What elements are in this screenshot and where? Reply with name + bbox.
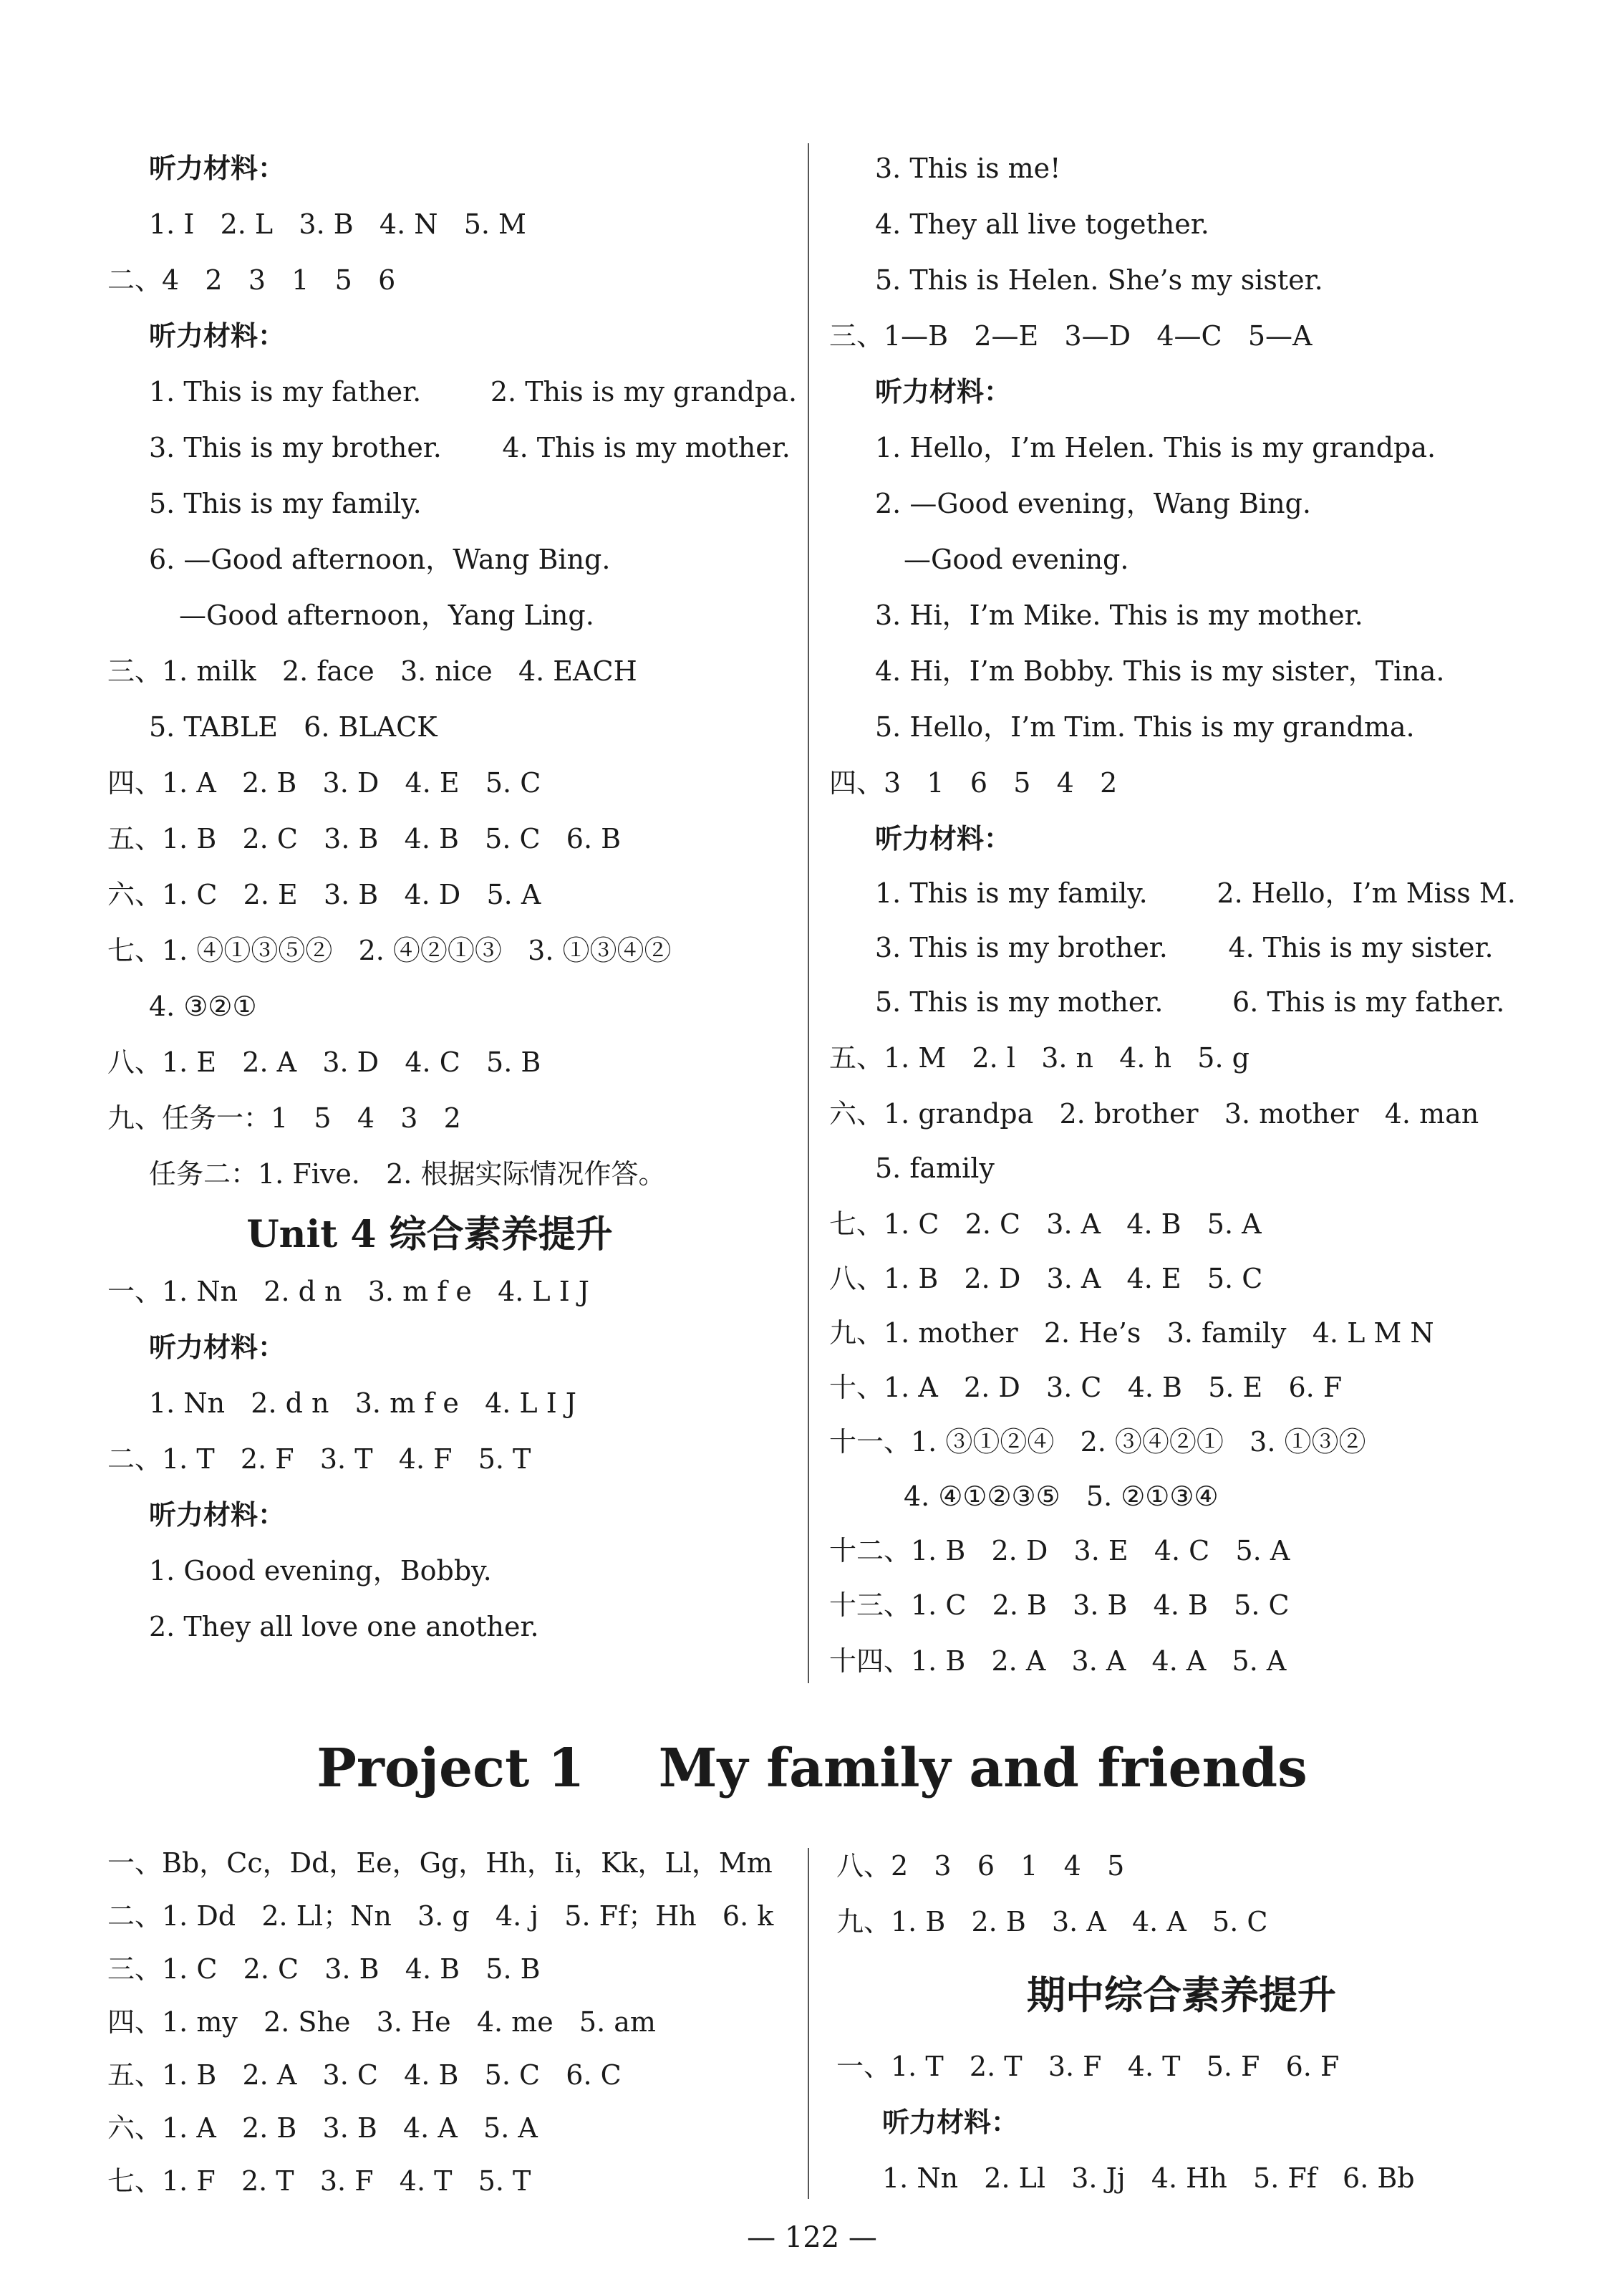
answer-line: 四、3 1 6 5 4 2 <box>829 767 1118 799</box>
answer-line: 听力材料： <box>149 319 286 352</box>
answer-line: 六、1. grandpa 2. brother 3. mother 4. man <box>829 1098 1479 1130</box>
answer-line: 5. Hello，I’m Tim. This is my grandma. <box>875 711 1415 743</box>
answer-line: 5. This is my mother. 6. This is my father. <box>875 986 1505 1018</box>
answer-line: 6. —Good afternoon，Wang Bing. <box>149 544 611 575</box>
answer-line: 4. They all live together. <box>875 208 1209 240</box>
answer-line: 3. This is my brother. 4. This is my mother. <box>149 432 791 463</box>
answer-line: 九、任务一：1 5 4 3 2 <box>107 1102 461 1134</box>
answer-line: 1. Nn 2. d n 3. m f e 4. L I J <box>149 1387 577 1419</box>
answer-line: 任务二：1. Five. 2. 根据实际情况作答。 <box>149 1158 666 1190</box>
answer-line: 十一、1. ③①②④ 2. ③④②① 3. ①③② <box>829 1426 1366 1458</box>
answer-line: 3. This is my brother. 4. This is my sister. <box>875 932 1494 963</box>
answer-line: 四、1. A 2. B 3. D 4. E 5. C <box>107 767 541 799</box>
answer-line: 1. Good evening，Bobby. <box>149 1555 492 1587</box>
answer-line: 十三、1. C 2. B 3. B 4. B 5. C <box>829 1589 1290 1621</box>
answer-line: 4. ③②① <box>149 991 257 1022</box>
answer-line: 十四、1. B 2. A 3. A 4. A 5. A <box>829 1645 1287 1677</box>
answer-line: 九、1. mother 2. He’s 3. family 4. L M N <box>829 1317 1434 1349</box>
answer-line: 十、1. A 2. D 3. C 4. B 5. E 6. F <box>829 1372 1343 1403</box>
answer-line: 二、4 2 3 1 5 6 <box>107 264 396 296</box>
answer-line: 听力材料： <box>882 2106 1019 2138</box>
answer-line: 八、1. B 2. D 3. A 4. E 5. C <box>829 1263 1263 1294</box>
answer-line: 二、1. Dd 2. Ll；Nn 3. g 4. j 5. Ff；Hh 6. k <box>107 1900 774 1932</box>
answer-line: 四、1. my 2. She 3. He 4. me 5. am <box>107 2006 656 2038</box>
answer-line: 九、1. B 2. B 3. A 4. A 5. C <box>836 1906 1268 1937</box>
unit4-heading: Unit 4 综合素养提升 <box>246 1213 613 1256</box>
answer-line: 听力材料： <box>875 822 1012 854</box>
answer-line: 3. Hi，I’m Mike. This is my mother. <box>875 600 1363 631</box>
answer-line: 三、1. milk 2. face 3. nice 4. EACH <box>107 655 637 687</box>
answer-line: 1. This is my family. 2. Hello，I’m Miss M. <box>875 877 1516 909</box>
answer-line: 五、1. B 2. C 3. B 4. B 5. C 6. B <box>107 823 622 854</box>
project-heading: Project 1 My family and friends <box>316 1738 1308 1799</box>
answer-line: 3. This is me! <box>875 153 1061 184</box>
answer-line: 五、1. M 2. l 3. n 4. h 5. g <box>829 1042 1250 1074</box>
column-divider <box>808 143 809 1683</box>
answer-line: 2. They all love one another. <box>149 1611 539 1642</box>
answer-line: —Good afternoon，Yang Ling. <box>179 600 594 631</box>
answer-line: 一、1. Nn 2. d n 3. m f e 4. L I J <box>107 1276 590 1307</box>
answer-line: 六、1. C 2. E 3. B 4. D 5. A <box>107 879 541 910</box>
answer-line: 5. This is Helen. She’s my sister. <box>875 264 1323 296</box>
answer-line: 六、1. A 2. B 3. B 4. A 5. A <box>107 2112 538 2144</box>
answer-line: 三、1. C 2. C 3. B 4. B 5. B <box>107 1953 541 1985</box>
answer-line: 1. Hello，I’m Helen. This is my grandpa. <box>875 432 1436 463</box>
column-divider <box>808 1848 809 2199</box>
answer-line: 七、1. ④①③⑤② 2. ④②①③ 3. ①③④② <box>107 935 672 966</box>
answer-line: 七、1. C 2. C 3. A 4. B 5. A <box>829 1208 1262 1240</box>
answer-line: 听力材料： <box>149 152 286 184</box>
answer-line: 2. —Good evening，Wang Bing. <box>875 488 1311 519</box>
page-number: — 122 — <box>747 2221 877 2254</box>
answer-line: 4. ④①②③⑤ 5. ②①③④ <box>904 1481 1219 1512</box>
answer-line: 十二、1. B 2. D 3. E 4. C 5. A <box>829 1535 1290 1566</box>
answer-line: 1. This is my father. 2. This is my grandpa. <box>149 376 798 408</box>
answer-line: 1. I 2. L 3. B 4. N 5. M <box>149 208 526 240</box>
answer-line: 三、1—B 2—E 3—D 4—C 5—A <box>829 320 1313 352</box>
answer-line: 听力材料： <box>149 1498 286 1531</box>
answer-line: 1. Nn 2. Ll 3. Jj 4. Hh 5. Ff 6. Bb <box>882 2162 1415 2194</box>
answer-line: 5. This is my family. <box>149 488 422 519</box>
answer-line: 5. family <box>875 1152 995 1184</box>
answer-line: 七、1. F 2. T 3. F 4. T 5. T <box>107 2165 531 2197</box>
answer-line: 二、1. T 2. F 3. T 4. F 5. T <box>107 1443 531 1475</box>
answer-line: 5. TABLE 6. BLACK <box>149 711 438 743</box>
answer-line: 五、1. B 2. A 3. C 4. B 5. C 6. C <box>107 2059 622 2091</box>
answer-line: 听力材料： <box>149 1331 286 1363</box>
answer-line: 八、1. E 2. A 3. D 4. C 5. B <box>107 1046 541 1078</box>
answer-line: 听力材料： <box>875 375 1012 408</box>
answer-line: 4. Hi，I’m Bobby. This is my sister，Tina. <box>875 655 1445 687</box>
answer-line: 一、Bb，Cc，Dd，Ee，Gg，Hh，Ii，Kk，Ll，Mm <box>107 1847 773 1879</box>
answer-line: 一、1. T 2. T 3. F 4. T 5. F 6. F <box>836 2051 1340 2082</box>
answer-line: —Good evening. <box>904 544 1129 575</box>
answer-line: 八、2 3 6 1 4 5 <box>836 1850 1125 1882</box>
midterm-heading: 期中综合素养提升 <box>1027 1972 1336 2018</box>
